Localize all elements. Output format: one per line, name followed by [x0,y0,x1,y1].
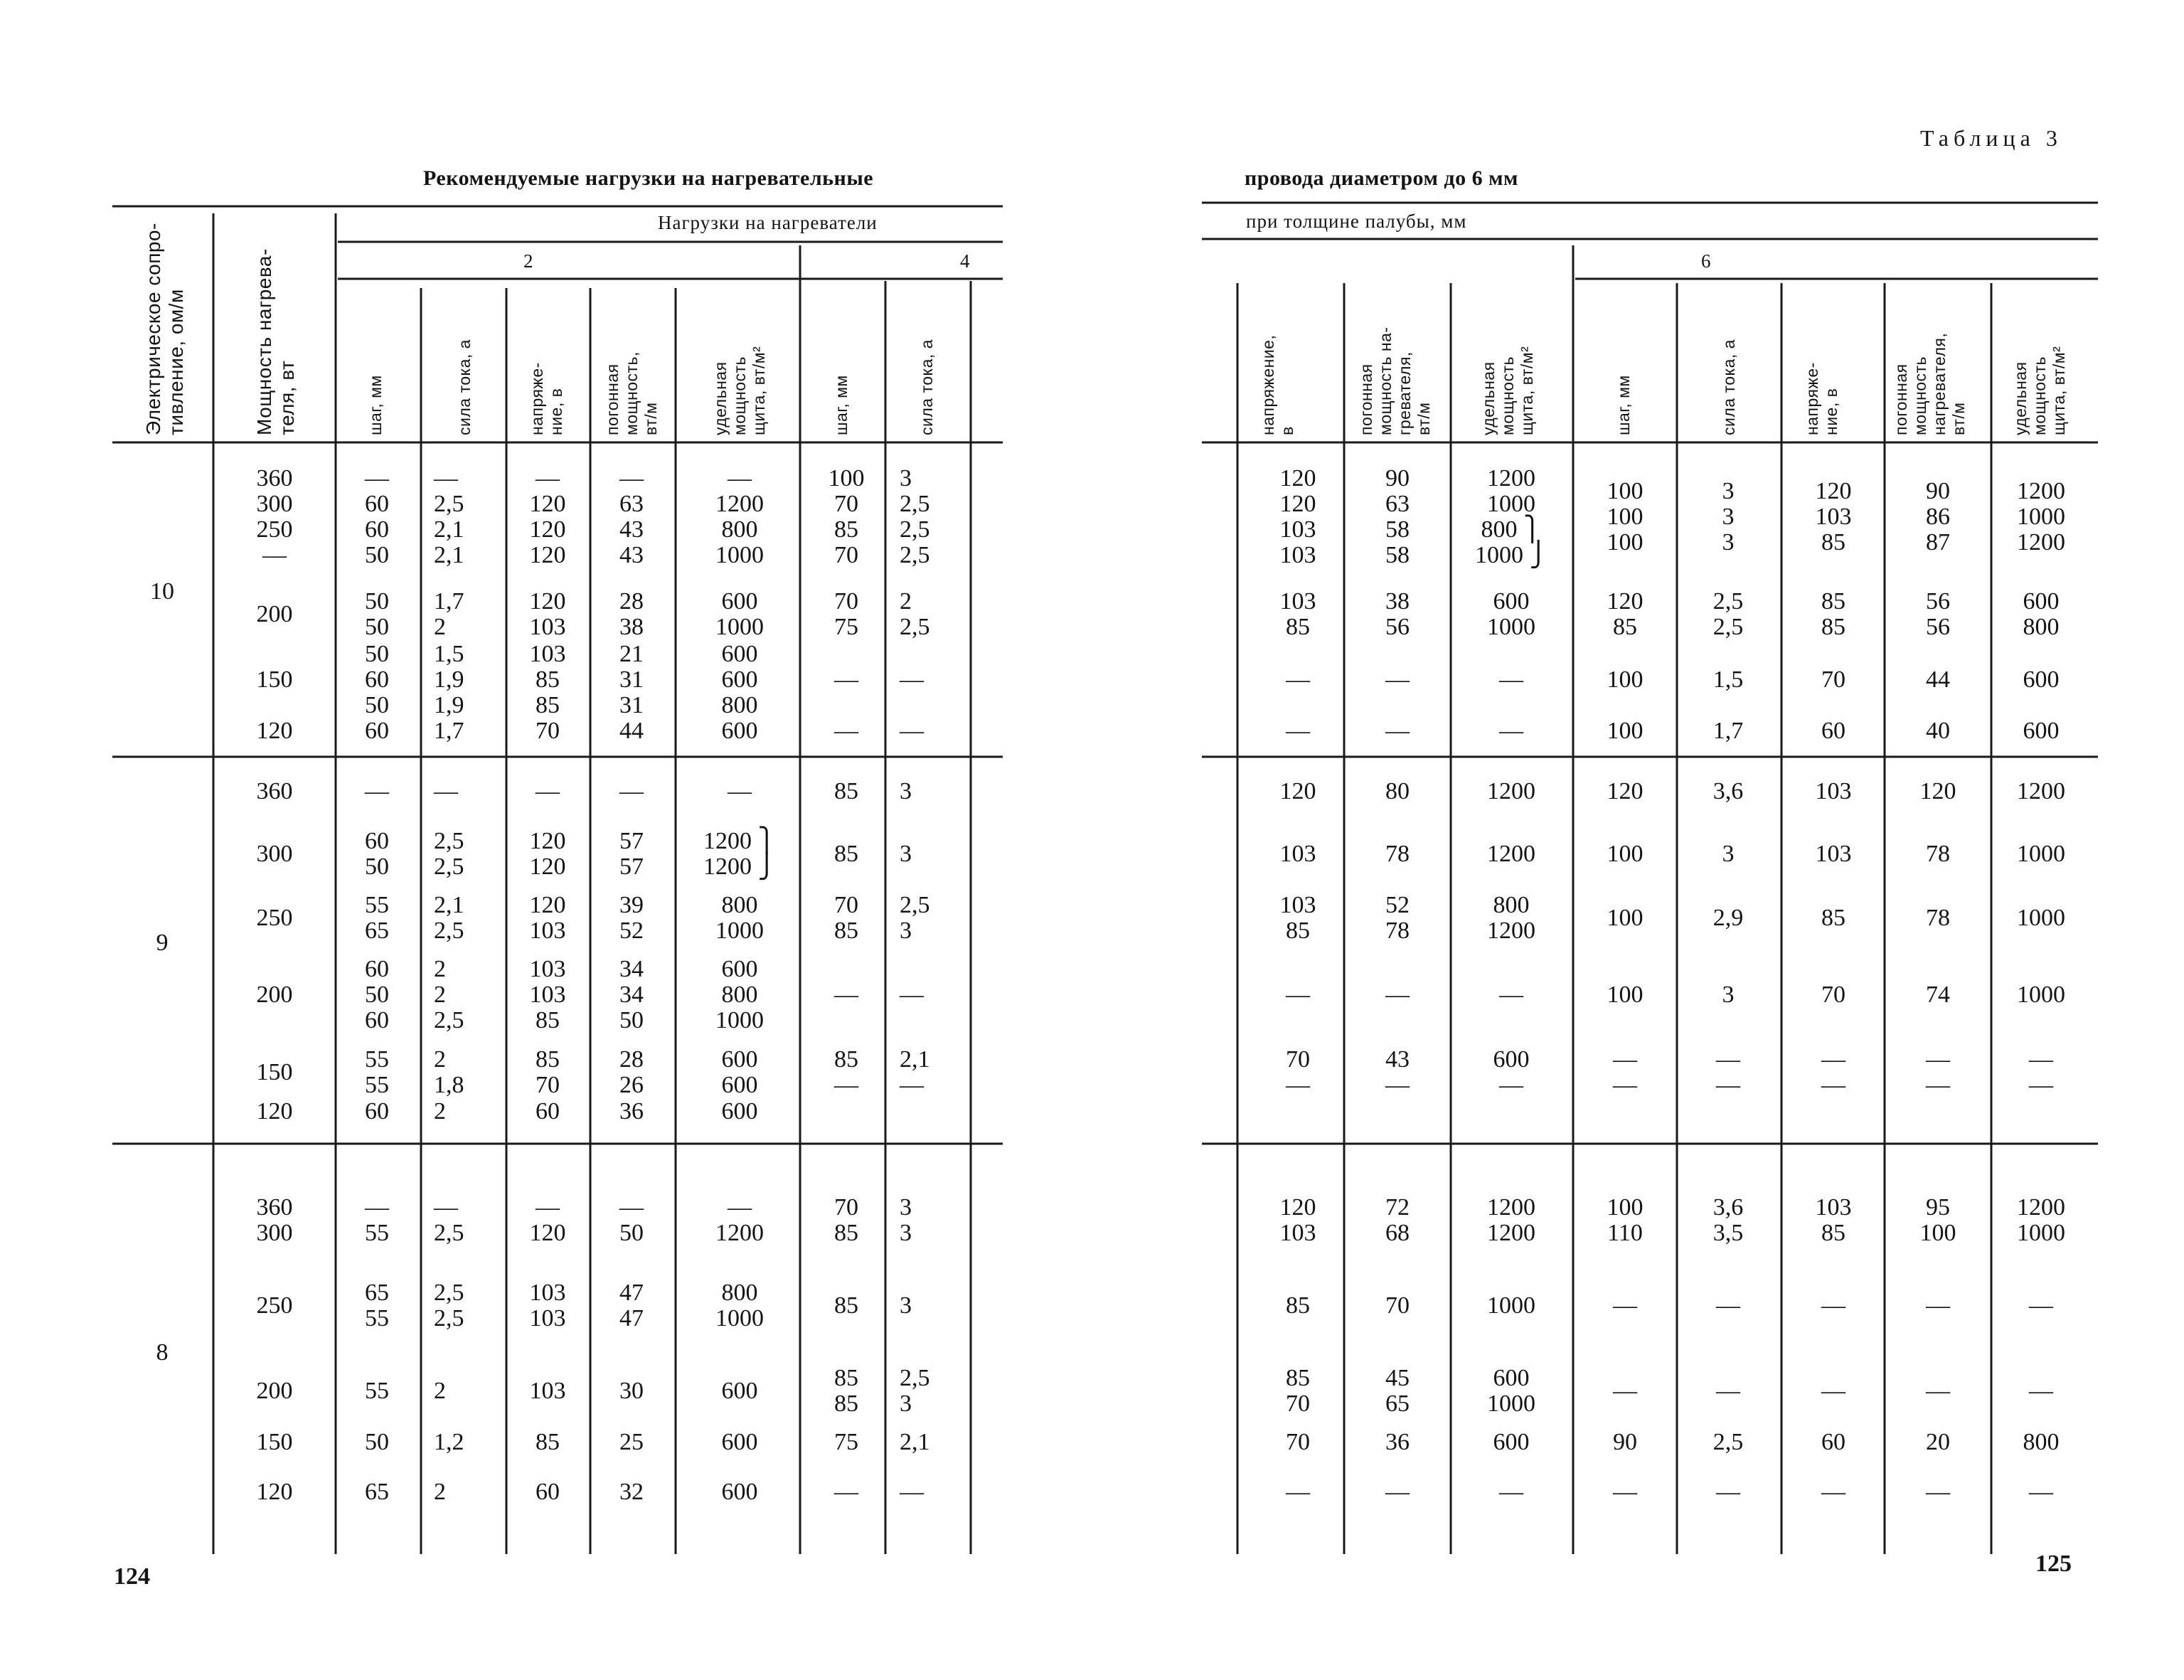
cell-c4-step: 70 75 [834,588,858,640]
cell-c4-volt: — [1286,666,1310,693]
cell-c2-volt: — [536,778,560,804]
cell-c4-spec: — [1499,982,1523,1008]
cell-c2-lin: 39 52 [619,892,644,944]
cell-c4-cur: — [900,982,924,1008]
cell-c4-spec: 1200 1000 800 ⎫ 1000 ⎭ [1475,465,1548,568]
cell-c6-step: 120 [1607,778,1644,804]
cell-c6-volt: — [1821,1479,1845,1505]
cell-c4-step: — [834,666,858,693]
cell-c2-volt: 85 70 [536,1046,560,1098]
cell-c2-spec: — 1200 800 1000 [715,465,764,568]
cell-c2-spec: 600 [721,1429,758,1455]
cell-c6-cur: 1,5 [1712,666,1744,693]
cell-c2-step: 50 [365,1429,389,1455]
cell-c6-lin: 20 [1926,1429,1950,1455]
cell-c6-spec: 600 800 [2023,588,2060,640]
cell-c4-volt: — [1286,1479,1310,1505]
cell-power: 150 [256,1429,293,1455]
cell-c4-cur: 3 3 [900,1194,912,1246]
cell-c6-step: 100 110 [1607,1194,1644,1246]
cell-c4-step: 70 85 [834,1194,858,1246]
cell-c2-lin: 21 31 31 [619,641,644,718]
cell-c2-step: 65 [365,1479,389,1505]
cell-c2-lin: — 50 [619,1194,644,1246]
col-t2-linear-header: погонная мощность, вт/м [603,351,660,435]
cell-c6-spec: 1000 [2017,905,2065,931]
cell-c6-cur: 1,7 [1712,718,1744,744]
cell-c4-cur: 2,1 [900,1429,930,1455]
cell-c2-cur: 2 [434,1098,446,1125]
cell-c6-step: — — [1613,1046,1637,1098]
cell-c2-lin: 28 26 [619,1046,644,1098]
cell-c6-cur: — [1716,1378,1740,1404]
cell-c2-volt: 103 103 [529,1280,566,1331]
cell-c4-spec: — [1499,1479,1523,1505]
cell-c4-spec: 600 — [1493,1046,1530,1098]
cell-c4-cur: 2,5 3 [900,892,930,944]
cell-c2-volt: 120 103 [529,588,566,640]
cell-c4-lin: — [1385,718,1410,744]
cell-power: 200 [256,982,293,1008]
cell-c6-cur: — — [1716,1046,1740,1098]
cell-c4-cur: 2,1 — [900,1046,930,1098]
cell-c2-cur: 1,7 [434,718,464,744]
col-t2-specific-header: удельная мощность щита, вт/м² [711,346,768,435]
cell-c4-volt: 103 85 [1279,892,1316,944]
cell-c6-step: — [1613,1292,1637,1319]
cell-c2-volt: 103 [529,1378,566,1404]
cell-c4-step: 85 [834,1292,858,1319]
cell-c2-step: 55 55 [365,1046,389,1098]
cell-c6-lin: 74 [1926,982,1950,1008]
resistance-value: 9 [156,930,169,956]
cell-c4-volt: — [1286,718,1310,744]
cell-c4-step: — [834,1479,858,1505]
cell-c2-cur: 2 2 2,5 [434,956,464,1033]
col-power-header: Мощность нагрева- теля, вт [253,248,298,435]
cell-c6-step: 100 [1607,666,1644,693]
cell-power: 360 [256,778,293,804]
resistance-value: 10 [150,578,174,605]
cell-c2-volt: 60 [536,1098,560,1125]
cell-c4-step: 85 — [834,1046,858,1098]
cell-c2-spec: — [728,778,752,804]
cell-c6-volt: 60 [1821,1429,1845,1455]
cell-c4-volt: 120 120 103 103 [1279,465,1316,568]
cell-power: 120 [256,718,293,744]
cell-c2-lin: 30 [619,1378,644,1404]
cell-c6-lin: 95 100 [1919,1194,1956,1246]
cell-power: 250 [256,1292,293,1319]
cell-c2-cur: 2,1 2,5 [434,892,464,944]
cell-c4-cur: 3 [900,1292,912,1319]
loads-header: Нагрузки на нагреватели [658,212,878,233]
cell-c4-step: — [834,718,858,744]
col-t4-current-header: сила тока, а [917,339,936,435]
cell-c6-spec: 600 [2023,666,2060,693]
cell-c6-step: 120 85 [1607,588,1644,640]
col-t4-specific-header: удельная мощность щита, вт/м² [1479,346,1536,435]
cell-c2-spec: 600 800 1000 [715,956,764,1033]
cell-c4-spec: 1000 [1487,1292,1535,1319]
cell-c2-lin: 28 38 [619,588,644,640]
cell-c6-volt: — [1821,1378,1845,1404]
thickness-6-header: 6 [1701,250,1712,272]
cell-c4-spec: — [1499,718,1523,744]
cell-c2-cur: — 2,5 2,1 2,1 [434,465,464,568]
cell-c2-volt: 103 103 85 [529,956,566,1033]
col-t4-linear-header: погонная мощность на- гревателя, вт/м [1357,326,1433,435]
cell-c6-lin: 90 86 87 [1926,478,1950,555]
cell-c4-cur: 3 2,5 2,5 2,5 [900,465,930,568]
cell-c6-step: 100 100 100 [1607,478,1644,555]
cell-c2-spec: 800 1000 [715,892,764,944]
cell-c6-step: 100 [1607,982,1644,1008]
cell-power: 250 [256,905,293,931]
cell-c2-step: 60 [365,1098,389,1125]
thickness-2-header: 2 [523,250,534,272]
cell-c2-spec: — 1200 [715,1194,764,1246]
cell-c6-lin: — [1926,1378,1950,1404]
cell-c4-lin: — [1385,982,1410,1008]
cell-c2-step: 60 50 [365,828,389,880]
cell-c4-volt: 120 103 [1279,1194,1316,1246]
cell-power: 200 [256,601,293,627]
cell-c4-spec: 1200 [1487,778,1535,804]
cell-c2-spec: 1200 ⎫ 1200 ⎭ [703,828,776,880]
cell-c4-cur: — [900,1479,924,1505]
cell-power: 120 [256,1098,293,1125]
cell-c6-spec: 1200 1000 [2017,1194,2065,1246]
cell-power: 150 [256,1059,293,1085]
cell-c4-volt: 120 [1279,778,1316,804]
col-t4-step-header: шаг, мм [832,375,851,435]
cell-c2-lin: 44 [619,718,644,744]
cell-c6-step: — [1613,1378,1637,1404]
cell-c4-cur: 3 [900,778,912,804]
cell-c6-spec: 800 [2023,1429,2060,1455]
cell-c6-spec: — [2029,1292,2053,1319]
cell-c4-volt: 85 70 [1286,1365,1310,1417]
col-t6-step-header: шаг, мм [1614,375,1633,435]
cell-c4-lin: 52 78 [1385,892,1410,944]
cell-c6-cur: — [1716,1479,1740,1505]
cell-c6-volt: 120 103 85 [1815,478,1852,555]
cell-c6-cur: 3 3 3 [1722,478,1735,555]
cell-c2-step: — [365,778,389,804]
cell-c4-spec: 600 [1493,1429,1530,1455]
col-t6-current-header: сила тока, а [1720,339,1738,435]
cell-c2-spec: 600 [721,718,758,744]
cell-power: 360 300 250 — [256,465,293,568]
cell-c6-step: 100 [1607,841,1644,867]
cell-c2-volt: 85 [536,1429,560,1455]
cell-c2-spec: 800 1000 [715,1280,764,1331]
cell-c6-cur: 3 [1722,982,1735,1008]
cell-c4-cur: 2,5 3 [900,1365,930,1417]
cell-c6-spec: — — [2029,1046,2053,1098]
cell-c2-lin: — 63 43 43 [619,465,644,568]
cell-c6-volt: 70 [1821,982,1845,1008]
cell-c4-lin: 72 68 [1385,1194,1410,1246]
cell-c6-lin: 78 [1926,841,1950,867]
cell-c2-lin: 47 47 [619,1280,644,1331]
cell-c2-lin: 32 [619,1479,644,1505]
cell-c4-step: 85 [834,778,858,804]
cell-c4-cur: — [900,718,924,744]
cell-c4-step: 85 85 [834,1365,858,1417]
cell-c6-volt: 85 [1821,905,1845,931]
cell-c4-lin: 36 [1385,1429,1410,1455]
cell-c2-step: 50 50 [365,588,389,640]
cell-c4-step: 100 70 85 70 [828,465,865,568]
cell-c6-volt: 103 [1815,841,1852,867]
cell-c6-spec: 600 [2023,718,2060,744]
cell-c2-spec: 600 600 800 [721,641,758,718]
cell-c2-cur: 1,7 2 [434,588,464,640]
cell-c6-lin: 40 [1926,718,1950,744]
cell-c4-volt: 70 — [1286,1046,1310,1098]
cell-c6-lin: — [1926,1479,1950,1505]
cell-c2-volt: 70 [536,718,560,744]
cell-c6-spec: — [2029,1479,2053,1505]
cell-c6-volt: 103 85 [1815,1194,1852,1246]
cell-c6-cur: — [1716,1292,1740,1319]
cell-c2-lin: 34 34 50 [619,956,644,1033]
cell-c2-step: — 60 60 50 [365,465,389,568]
cell-c6-volt: — [1821,1292,1845,1319]
cell-c4-volt: — [1286,982,1310,1008]
cell-c4-step: — [834,982,858,1008]
cell-c2-step: 60 50 60 [365,956,389,1033]
cell-c2-step: 55 65 [365,892,389,944]
cell-c4-lin: 43 — [1385,1046,1410,1098]
cell-c6-cur: 3,6 3,5 [1712,1194,1744,1246]
cell-c6-spec: 1200 1000 1200 [2017,478,2065,555]
cell-c6-step: — [1613,1479,1637,1505]
cell-c4-lin: 78 [1385,841,1410,867]
cell-c4-lin: 80 [1385,778,1410,804]
table-number: Таблица 3 [1920,125,2062,151]
cell-c2-cur: 1,5 1,9 1,9 [434,641,464,718]
col-resistance-header: Электрическое сопро- тивление, ом/м [142,223,187,435]
cell-c4-volt: 103 85 [1279,588,1316,640]
cell-c6-spec: 1000 [2017,982,2065,1008]
thickness-4-header: 4 [960,250,971,272]
cell-c6-volt: 60 [1821,718,1845,744]
cell-c6-spec: — [2029,1378,2053,1404]
cell-c2-lin: 25 [619,1429,644,1455]
cell-c2-spec: 600 1000 [715,588,764,640]
cell-c2-step: 65 55 [365,1280,389,1331]
table-title-left: Рекомендуемые нагрузки на нагревательные [423,166,874,190]
cell-c4-lin: 45 65 [1385,1365,1410,1417]
cell-c6-lin: 78 [1926,905,1950,931]
cell-c2-cur: 2 [434,1479,446,1505]
cell-c4-lin: 38 56 [1385,588,1410,640]
cell-c6-volt: 85 85 [1821,588,1845,640]
col-t2-voltage-header: напряже- ние, в [528,362,565,435]
cell-c6-volt: 70 [1821,666,1845,693]
cell-c2-volt: 120 120 [529,828,566,880]
cell-c2-cur: 1,2 [434,1429,464,1455]
cell-c6-step: 90 [1613,1429,1637,1455]
cell-c2-step: 60 [365,718,389,744]
cell-c4-spec: — [1499,666,1523,693]
col-t4-voltage-header: напряжение, в [1259,334,1296,435]
table-title-right: провода диаметром до 6 мм [1245,166,1518,190]
page-number-left: 124 [114,1563,150,1590]
cell-c2-cur: 2,5 2,5 [434,828,464,880]
cell-c2-spec: 600 [721,1378,758,1404]
cell-c4-cur: — [900,666,924,693]
cell-c4-volt: 85 [1286,1292,1310,1319]
cell-c2-spec: 600 [721,1098,758,1125]
col-t6-voltage-header: напряже- ние, в [1803,362,1841,435]
cell-c2-lin: 36 [619,1098,644,1125]
cell-c4-spec: 600 1000 [1487,588,1535,640]
col-t6-linear-header: погонная мощность нагревателя, вт/м [1892,332,1968,435]
cell-c6-cur: 2,5 2,5 [1712,588,1744,640]
cell-power: 200 [256,1378,293,1404]
cell-c2-cur: 2 1,8 [434,1046,464,1098]
cell-c6-lin: — [1926,1292,1950,1319]
cell-c6-lin: 56 56 [1926,588,1950,640]
cell-c2-step: — 55 [365,1194,389,1246]
cell-c4-lin: — [1385,1479,1410,1505]
cell-c4-lin: 70 [1385,1292,1410,1319]
cell-c6-cur: 3,6 [1712,778,1744,804]
cell-c6-cur: 2,5 [1712,1429,1744,1455]
cell-c2-step: 50 60 50 [365,641,389,718]
cell-c4-spec: 1200 [1487,841,1535,867]
cell-c2-cur: — [434,778,458,804]
cell-c4-volt: 70 [1286,1429,1310,1455]
cell-c2-cur: — 2,5 [434,1194,464,1246]
cell-c2-cur: 2 [434,1378,446,1404]
cell-c4-volt: 103 [1279,841,1316,867]
cell-c4-spec: 600 1000 [1487,1365,1535,1417]
cell-c6-step: 100 [1607,905,1644,931]
cell-c4-cur: 2 2,5 [900,588,930,640]
thickness-header: при толщине палубы, мм [1246,211,1467,232]
cell-c6-spec: 1000 [2017,841,2065,867]
cell-c4-lin: — [1385,666,1410,693]
cell-power: 120 [256,1479,293,1505]
cell-c4-step: 70 85 [834,892,858,944]
cell-c4-cur: 3 [900,841,912,867]
cell-c2-lin: — [619,778,644,804]
cell-c4-spec: 1200 1200 [1487,1194,1535,1246]
cell-c6-lin: 120 [1919,778,1956,804]
cell-c2-step: 55 [365,1378,389,1404]
col-t2-step-header: шаг, мм [366,375,385,435]
cell-c2-spec: 600 600 [721,1046,758,1098]
cell-c6-cur: 3 [1722,841,1735,867]
cell-c6-volt: 103 [1815,778,1852,804]
resistance-value: 8 [156,1339,169,1366]
cell-c6-lin: 44 [1926,666,1950,693]
cell-c4-spec: 800 1200 [1487,892,1535,944]
cell-power: 150 [256,666,293,693]
cell-c4-step: 85 [834,841,858,867]
cell-power: 360 300 [256,1194,293,1246]
col-t2-current-header: сила тока, а [455,339,474,435]
cell-c2-volt: — 120 [529,1194,566,1246]
cell-c6-volt: — — [1821,1046,1845,1098]
cell-c2-volt: 120 103 [529,892,566,944]
cell-c6-step: 100 [1607,718,1644,744]
cell-c6-spec: 1200 [2017,778,2065,804]
cell-c2-lin: 57 57 [619,828,644,880]
page-number-right: 125 [2035,1551,2072,1577]
cell-c4-step: 75 [834,1429,858,1455]
cell-c6-lin: — — [1926,1046,1950,1098]
cell-c2-volt: — 120 120 120 [529,465,566,568]
cell-c4-lin: 90 63 58 58 [1385,465,1410,568]
cell-c2-volt: 103 85 85 [529,641,566,718]
cell-c2-cur: 2,5 2,5 [434,1280,464,1331]
cell-c2-spec: 600 [721,1479,758,1505]
cell-c6-cur: 2,9 [1712,905,1744,931]
cell-power: 300 [256,841,293,867]
cell-c2-volt: 60 [536,1479,560,1505]
col-t6-specific-header: удельная мощность щита, вт/м² [2011,346,2068,435]
